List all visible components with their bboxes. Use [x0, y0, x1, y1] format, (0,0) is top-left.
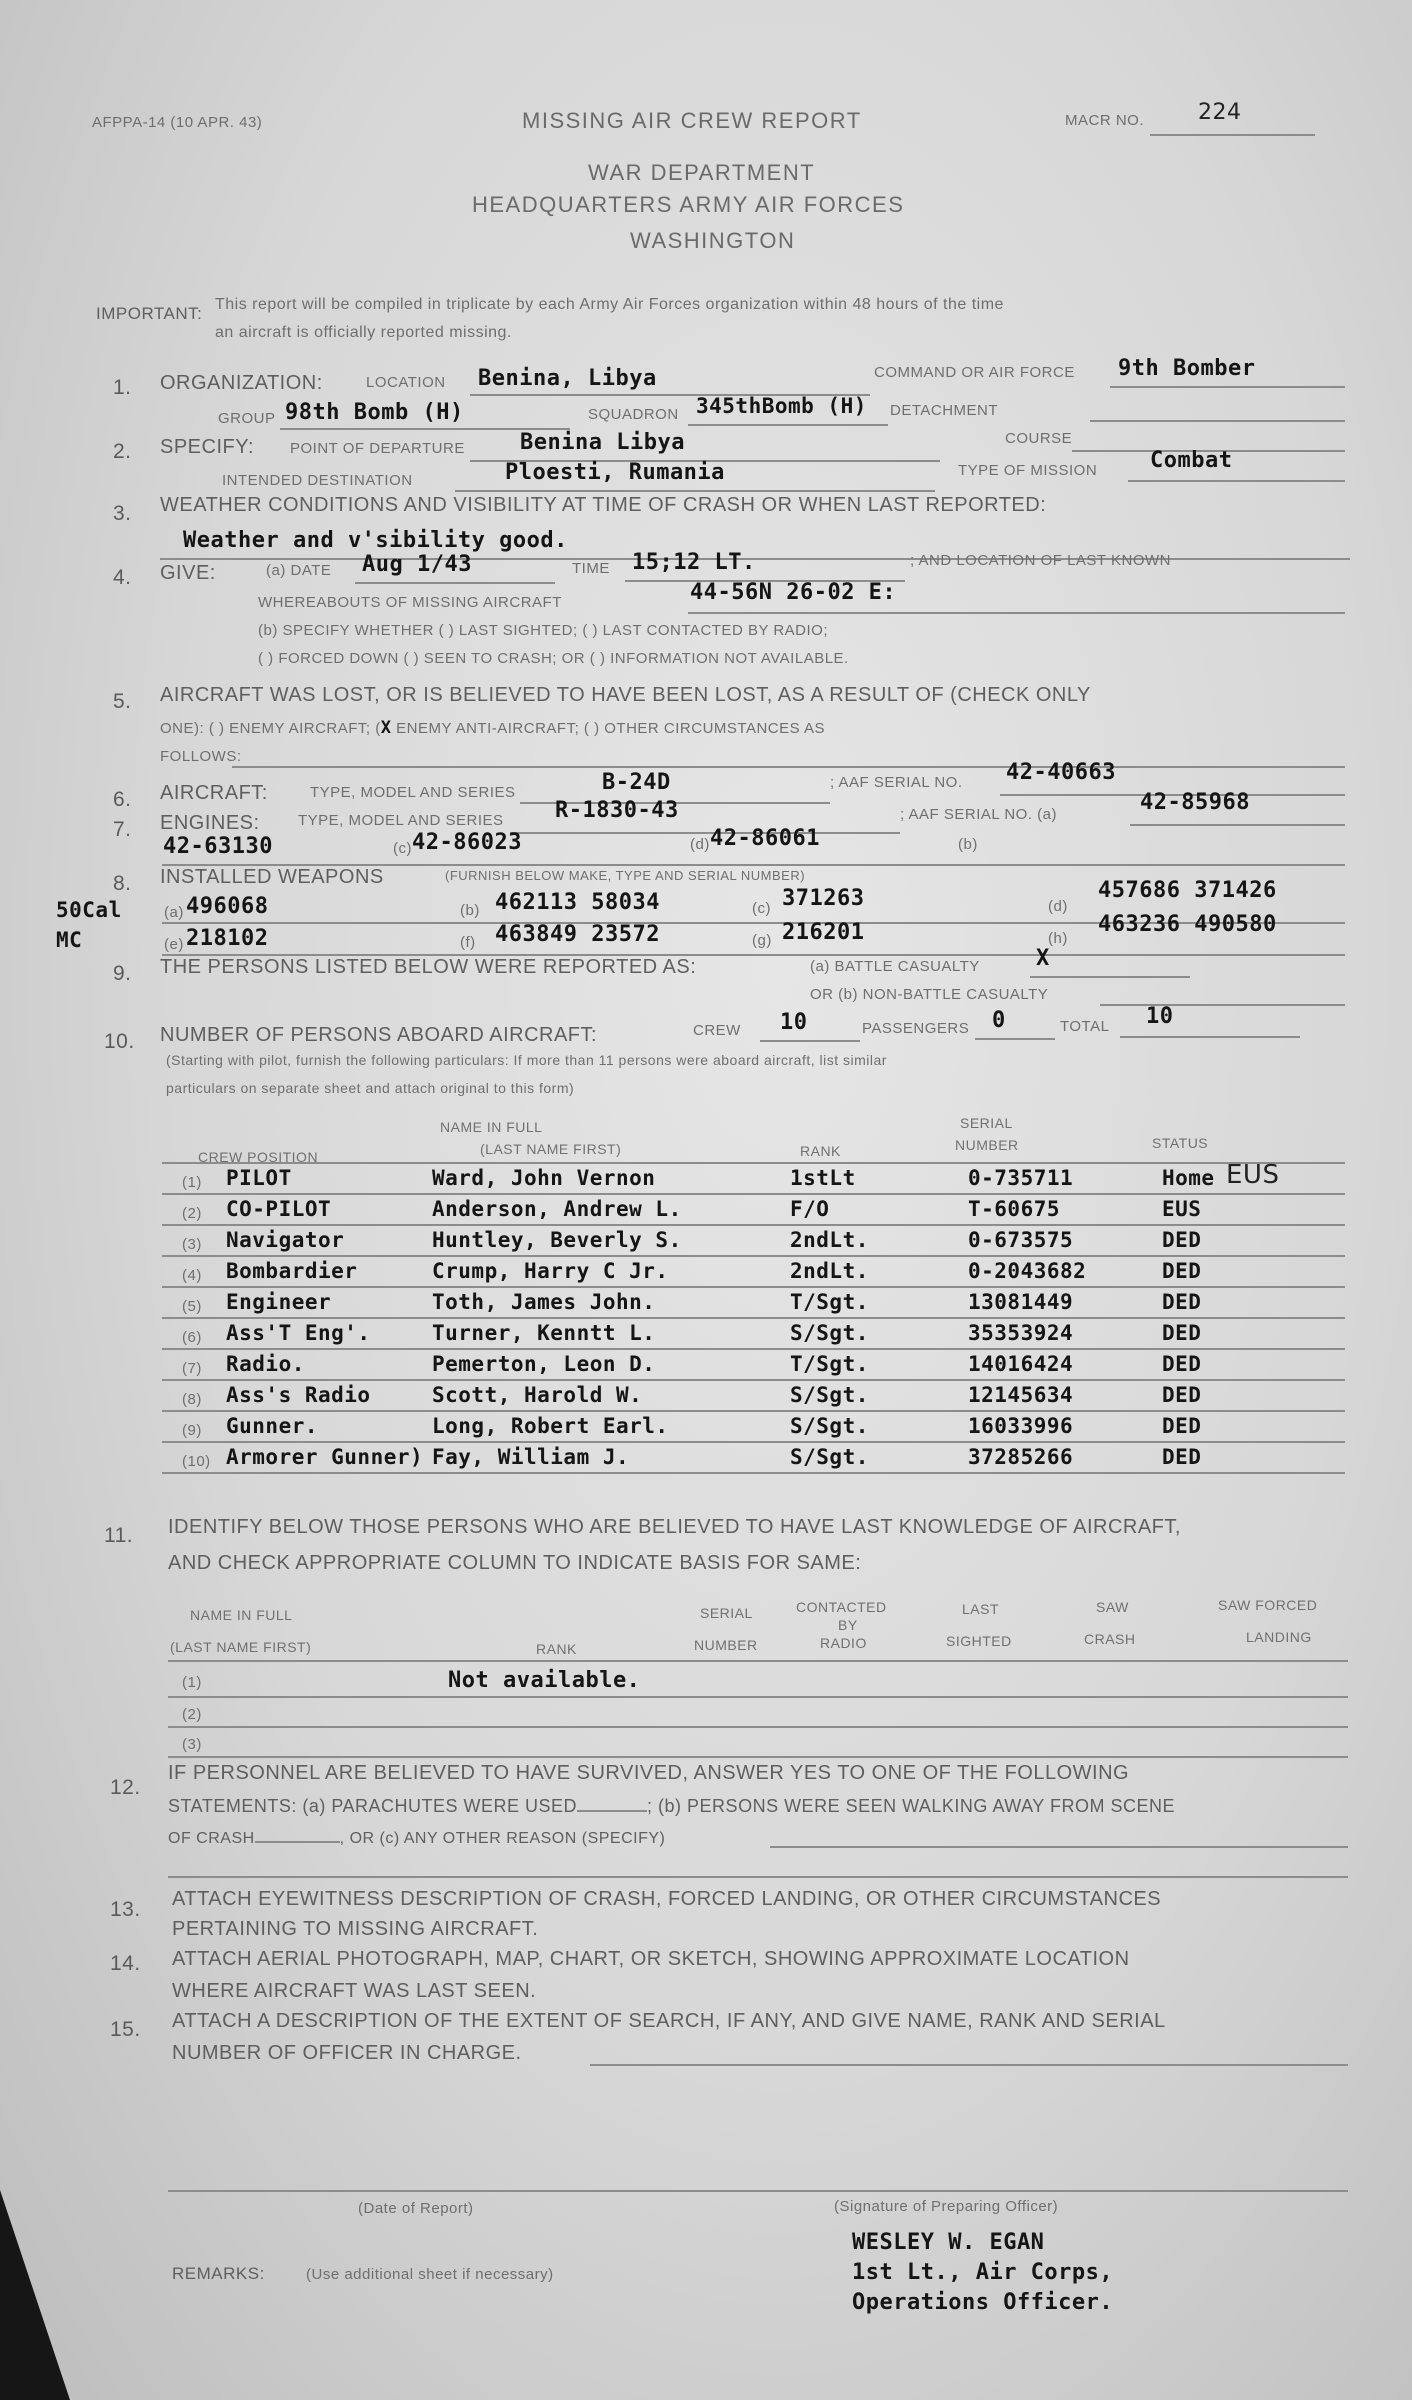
crew-row-serial: 0-673575	[968, 1228, 1074, 1252]
crew-row-serial: 13081449	[968, 1290, 1074, 1314]
crew-header-name1: NAME IN FULL	[440, 1119, 543, 1135]
s7-engine-type-value: R-1830-43	[555, 798, 679, 823]
s15-line2: NUMBER OF OFFICER IN CHARGE.	[172, 2042, 522, 2064]
s11-header-rank: RANK	[536, 1641, 577, 1657]
s8-weapon-e-value: 218102	[186, 926, 269, 951]
crew-row-status: DED	[1162, 1445, 1202, 1469]
s10-passengers-value: 0	[992, 1008, 1006, 1033]
crew-header-rank: RANK	[800, 1143, 841, 1159]
crew-row-line	[162, 1286, 1345, 1288]
s11-line2: AND CHECK APPROPRIATE COLUMN TO INDICATE BASIS FOR SAME:	[168, 1552, 862, 1574]
s12-line1: IF PERSONNEL ARE BELIEVED TO HAVE SURVIVED, ANSWER YES TO ONE OF THE FOLLOWING	[168, 1762, 1130, 1784]
crew-row-number: (9)	[182, 1422, 202, 1439]
crew-row-position: Engineer	[226, 1290, 332, 1314]
s12-line3: OF CRASH , OR (c) ANY OTHER REASON (SPECIFY)	[168, 1830, 666, 1847]
scan-edge-shadow	[0, 2190, 70, 2400]
s11-header-sighted1: LAST	[962, 1601, 1000, 1617]
s15-number: 15.	[110, 2018, 141, 2041]
crew-row-number: (3)	[182, 1236, 202, 1253]
crew-row-line	[162, 1410, 1345, 1412]
crew-row-rank: S/Sgt.	[790, 1383, 869, 1407]
s4-specify-line2: ( ) FORCED DOWN ( ) SEEN TO CRASH; OR ( ) INFORMATION NOT AVAILABLE.	[258, 650, 849, 667]
s11-line1: IDENTIFY BELOW THOSE PERSONS WHO ARE BELIEVED TO HAVE LAST KNOWLEDGE OF AIRCRAFT,	[168, 1516, 1181, 1538]
s13-line1: ATTACH EYEWITNESS DESCRIPTION OF CRASH, FORCED LANDING, OR OTHER CIRCUMSTANCES	[172, 1888, 1162, 1910]
s6-serial-value: 42-40663	[1006, 760, 1116, 785]
crew-row-name: Long, Robert Earl.	[432, 1414, 669, 1438]
crew-row-rank: S/Sgt.	[790, 1321, 869, 1345]
hq-line: HEADQUARTERS ARMY AIR FORCES	[472, 192, 905, 217]
crew-row-status: Home	[1162, 1166, 1215, 1190]
crew-row-status: EUS	[1162, 1197, 1202, 1221]
s11-header-crash2: CRASH	[1084, 1631, 1136, 1647]
s2-mission-value: Combat	[1150, 448, 1233, 473]
s8-c-label: (c)	[752, 900, 771, 917]
s8-b-label: (b)	[460, 902, 480, 919]
s10-label: NUMBER OF PERSONS ABOARD AIRCRAFT:	[160, 1024, 598, 1046]
s1-number: 1.	[113, 376, 132, 399]
crew-row-number: (5)	[182, 1298, 202, 1315]
crew-row-status: DED	[1162, 1352, 1202, 1376]
s10-passengers-label: PASSENGERS	[862, 1020, 970, 1037]
s7-serial-label: ; AAF SERIAL NO. (a)	[900, 806, 1057, 823]
s9-label: THE PERSONS LISTED BELOW WERE REPORTED AS:	[160, 956, 697, 978]
crew-row-position: Gunner.	[226, 1414, 319, 1438]
s7-engine-b-value: 42-63130	[163, 834, 273, 859]
s1-command-value: 9th Bomber	[1118, 356, 1256, 381]
s10-note-line2: particulars on separate sheet and attach original to this form)	[166, 1080, 575, 1096]
macr-line	[1150, 134, 1315, 136]
s14-number: 14.	[110, 1952, 141, 1975]
s5-line1: AIRCRAFT WAS LOST, OR IS BELIEVED TO HAVE BEEN LOST, AS A RESULT OF (CHECK ONLY	[160, 684, 1091, 706]
s2-number: 2.	[113, 440, 132, 463]
s7-engine-c-value: 42-86023	[412, 830, 522, 855]
s14-line1: ATTACH AERIAL PHOTOGRAPH, MAP, CHART, OR SKETCH, SHOWING APPROXIMATE LOCATION	[172, 1948, 1130, 1970]
macr-number: 224	[1198, 100, 1242, 125]
crew-row-serial: 12145634	[968, 1383, 1074, 1407]
s1-command-label: COMMAND OR AIR FORCE	[874, 364, 1075, 381]
crew-row-rank: S/Sgt.	[790, 1445, 869, 1469]
important-line1: This report will be compiled in triplicate by each Army Air Forces organization within 48 hours of the time	[215, 296, 1004, 313]
city-line: WASHINGTON	[630, 228, 796, 253]
s3-weather-value: Weather and v'sibility good.	[183, 528, 568, 553]
s11-header-contact1: CONTACTED	[796, 1599, 887, 1615]
s8-margin-mc: MC	[56, 928, 83, 952]
s7-number: 7.	[113, 818, 132, 841]
s12-number: 12.	[110, 1776, 141, 1799]
s8-weapon-h-value: 463236 490580	[1098, 912, 1277, 937]
crew-row-number: (1)	[182, 1174, 202, 1191]
crew-row-status: DED	[1162, 1383, 1202, 1407]
s6-type-label: TYPE, MODEL AND SERIES	[310, 784, 516, 801]
s7-engine-d-value: 42-86061	[710, 826, 820, 851]
s11-row1-number: (1)	[182, 1674, 202, 1691]
s4-number: 4.	[113, 566, 132, 589]
s5-number: 5.	[113, 690, 132, 713]
s13-number: 13.	[110, 1898, 141, 1921]
crew-header-status: STATUS	[1152, 1135, 1209, 1151]
important-line2: an aircraft is officially reported missing.	[215, 324, 512, 341]
crew-row-serial: 0-735711	[968, 1166, 1074, 1190]
s11-header-name2: (LAST NAME FIRST)	[170, 1639, 312, 1655]
s8-weapon-a-value: 496068	[186, 894, 269, 919]
signature-label: (Signature of Preparing Officer)	[834, 2198, 1059, 2215]
s4-date-value: Aug 1/43	[362, 552, 472, 577]
s3-number: 3.	[113, 502, 132, 525]
s12-line2: STATEMENTS: (a) PARACHUTES WERE USED ; (b) PERSONS WERE SEEN WALKING AWAY FROM SCENE	[168, 1796, 1175, 1816]
crew-row-rank: 2ndLt.	[790, 1228, 869, 1252]
crew-row-status: DED	[1162, 1290, 1202, 1314]
s3-label: WEATHER CONDITIONS AND VISIBILITY AT TIME OF CRASH OR WHEN LAST REPORTED:	[160, 494, 1047, 516]
s7-d-label: (d)	[690, 836, 710, 853]
s8-weapon-c-value: 371263	[782, 886, 865, 911]
form-number: AFPPA-14 (10 APR. 43)	[92, 114, 263, 131]
s11-header-sighted2: SIGHTED	[946, 1633, 1012, 1649]
s4-time-value: 15;12 LT.	[632, 550, 756, 575]
crew-row-status: DED	[1162, 1228, 1202, 1252]
officer-rank: 1st Lt., Air Corps,	[852, 2260, 1114, 2285]
s8-f-label: (f)	[460, 934, 476, 951]
s11-number: 11.	[104, 1524, 134, 1547]
crew-row-number: (2)	[182, 1205, 202, 1222]
s7-label: ENGINES:	[160, 812, 260, 834]
s2-departure-label: POINT OF DEPARTURE	[290, 440, 465, 457]
date-of-report-label: (Date of Report)	[358, 2200, 474, 2217]
s6-aircraft-type-value: B-24D	[602, 770, 671, 795]
s8-a-label: (a)	[164, 904, 184, 921]
s8-e-label: (e)	[164, 936, 184, 953]
s9-battle-mark: X	[1036, 946, 1050, 971]
s5-line2: ONE): ( ) ENEMY AIRCRAFT; (X ENEMY ANTI-AIRCRAFT; ( ) OTHER CIRCUMSTANCES AS	[160, 718, 825, 738]
s11-header-forced1: SAW FORCED	[1218, 1597, 1318, 1613]
crew-row-status: DED	[1162, 1321, 1202, 1345]
s7-type-label: TYPE, MODEL AND SERIES	[298, 812, 504, 829]
report-title: MISSING AIR CREW REPORT	[522, 108, 862, 133]
s8-d-label: (d)	[1048, 898, 1068, 915]
crew-row-position: Armorer Gunner)	[226, 1445, 424, 1469]
s13-line2: PERTAINING TO MISSING AIRCRAFT.	[172, 1918, 539, 1940]
s7-c-label: (c)	[393, 840, 412, 857]
s1-group-value: 98th Bomb (H)	[285, 400, 464, 425]
s8-weapon-d-value: 457686 371426	[1098, 878, 1277, 903]
department-line: WAR DEPARTMENT	[588, 160, 816, 185]
s10-total-value: 10	[1146, 1004, 1174, 1029]
crew-row-name: Toth, James John.	[432, 1290, 656, 1314]
crew-row-number: (10)	[182, 1453, 211, 1470]
crew-row-status-note: EUS	[1226, 1160, 1280, 1190]
s1-location-value: Benina, Libya	[478, 366, 657, 391]
crew-row-serial: T-60675	[968, 1197, 1061, 1221]
crew-row-name: Ward, John Vernon	[432, 1166, 656, 1190]
s1-squadron-label: SQUADRON	[588, 406, 679, 423]
s8-h-label: (h)	[1048, 930, 1068, 947]
s8-weapon-f-value: 463849 23572	[495, 922, 660, 947]
crew-row-status: DED	[1162, 1259, 1202, 1283]
crew-row-serial: 35353924	[968, 1321, 1074, 1345]
s2-destination-label: INTENDED DESTINATION	[222, 472, 413, 489]
s8-sub-label: (FURNISH BELOW MAKE, TYPE AND SERIAL NUMBER)	[445, 868, 806, 883]
s4-coordinates-value: 44-56N 26-02 E:	[690, 580, 897, 605]
s11-header-forced2: LANDING	[1246, 1629, 1312, 1645]
s6-number: 6.	[113, 788, 132, 811]
remarks-label: REMARKS:	[172, 2264, 265, 2283]
crew-row-rank: T/Sgt.	[790, 1290, 869, 1314]
crew-row-number: (6)	[182, 1329, 202, 1346]
s6-serial-label: ; AAF SERIAL NO.	[830, 774, 963, 791]
s11-row2-number: (2)	[182, 1706, 202, 1723]
crew-row-rank: T/Sgt.	[790, 1352, 869, 1376]
crew-header-serial1: SERIAL	[960, 1115, 1013, 1131]
officer-name: WESLEY W. EGAN	[852, 2230, 1045, 2255]
crew-row-position: Ass's Radio	[226, 1383, 371, 1407]
s8-g-label: (g)	[752, 932, 772, 949]
s4-whereabouts-label: WHEREABOUTS OF MISSING AIRCRAFT	[258, 594, 562, 611]
crew-row-rank: S/Sgt.	[790, 1414, 869, 1438]
s11-header-serial1: SERIAL	[700, 1605, 753, 1621]
s8-label: INSTALLED WEAPONS	[160, 866, 384, 888]
crew-row-name: Huntley, Beverly S.	[432, 1228, 682, 1252]
crew-row-line	[162, 1317, 1345, 1319]
s11-row3-number: (3)	[182, 1736, 202, 1753]
important-label: IMPORTANT:	[96, 304, 203, 323]
crew-row-position: PILOT	[226, 1166, 292, 1190]
crew-row-line	[162, 1193, 1345, 1195]
s6-label: AIRCRAFT:	[160, 782, 268, 804]
s15-line1: ATTACH A DESCRIPTION OF THE EXTENT OF SEARCH, IF ANY, AND GIVE NAME, RANK AND SERIAL	[172, 2010, 1166, 2032]
crew-row-line	[162, 1441, 1345, 1443]
s11-header-contact3: RADIO	[820, 1635, 867, 1651]
s5-antiaircraft-check: X	[380, 718, 392, 738]
s10-note-line1: (Starting with pilot, furnish the following particulars: If more than 11 persons were aboard aircraft, list similar	[166, 1052, 887, 1068]
s1-detachment-label: DETACHMENT	[890, 402, 999, 419]
crew-header-position: CREW POSITION	[198, 1149, 319, 1165]
crew-row-serial: 14016424	[968, 1352, 1074, 1376]
officer-title: Operations Officer.	[852, 2290, 1114, 2315]
s10-total-label: TOTAL	[1060, 1018, 1110, 1035]
crew-header-name2: (LAST NAME FIRST)	[480, 1141, 622, 1157]
s10-crew-value: 10	[780, 1010, 808, 1035]
crew-row-number: (8)	[182, 1391, 202, 1408]
s11-header-serial2: NUMBER	[694, 1637, 758, 1653]
s11-header-name1: NAME IN FULL	[190, 1607, 293, 1623]
s11-row1-value: Not available.	[448, 1668, 641, 1693]
s11-header-contact2: BY	[838, 1617, 858, 1633]
s14-line2: WHERE AIRCRAFT WAS LAST SEEN.	[172, 1980, 537, 2002]
s7-engine-a-value: 42-85968	[1140, 790, 1250, 815]
crew-row-position: Radio.	[226, 1352, 305, 1376]
s2-label: SPECIFY:	[160, 436, 255, 458]
s8-margin-caliber: 50Cal	[56, 898, 122, 922]
crew-row-name: Scott, Harold W.	[432, 1383, 643, 1407]
s2-departure-value: Benina Libya	[520, 430, 685, 455]
crew-row-serial: 0-2043682	[968, 1259, 1087, 1283]
crew-header-serial2: NUMBER	[955, 1137, 1019, 1153]
crew-row-line	[162, 1255, 1345, 1257]
crew-row-rank: 2ndLt.	[790, 1259, 869, 1283]
crew-row-name: Crump, Harry C Jr.	[432, 1259, 669, 1283]
s2-destination-value: Ploesti, Rumania	[505, 460, 725, 485]
s5-line3: FOLLOWS:	[160, 748, 242, 765]
crew-row-rank: F/O	[790, 1197, 830, 1221]
macr-label: MACR NO.	[1065, 112, 1144, 129]
s2-course-label: COURSE	[1005, 430, 1073, 447]
s2-mission-label: TYPE OF MISSION	[958, 462, 1098, 479]
s4-date-label: (a) DATE	[266, 562, 332, 579]
s10-number: 10.	[104, 1030, 135, 1053]
crew-row-number: (7)	[182, 1360, 202, 1377]
crew-row-line	[162, 1348, 1345, 1350]
s8-number: 8.	[113, 872, 132, 895]
s7-b-label: (b)	[958, 836, 978, 853]
crew-row-number: (4)	[182, 1267, 202, 1284]
s8-weapon-g-value: 216201	[782, 920, 865, 945]
crew-row-name: Anderson, Andrew L.	[432, 1197, 682, 1221]
crew-row-serial: 16033996	[968, 1414, 1074, 1438]
s9-number: 9.	[113, 962, 132, 985]
crew-row-line	[162, 1379, 1345, 1381]
s8-weapon-b-value: 462113 58034	[495, 890, 660, 915]
remarks-note: (Use additional sheet if necessary)	[306, 2266, 554, 2283]
crew-row-name: Turner, Kenntt L.	[432, 1321, 656, 1345]
s1-group-label: GROUP	[218, 410, 276, 427]
s4-label: GIVE:	[160, 562, 216, 584]
crew-row-name: Fay, William J.	[432, 1445, 630, 1469]
crew-row-position: Ass'T Eng'.	[226, 1321, 371, 1345]
crew-row-name: Pemerton, Leon D.	[432, 1352, 656, 1376]
crew-row-status: DED	[1162, 1414, 1202, 1438]
s1-squadron-value: 345thBomb (H)	[696, 394, 867, 418]
s10-crew-label: CREW	[693, 1022, 741, 1039]
crew-row-serial: 37285266	[968, 1445, 1074, 1469]
crew-row-position: Navigator	[226, 1228, 345, 1252]
s9-battle-label: (a) BATTLE CASUALTY	[810, 958, 980, 975]
s9-nonbattle-label: OR (b) NON-BATTLE CASUALTY	[810, 986, 1049, 1003]
s11-header-crash1: SAW	[1096, 1599, 1129, 1615]
s4-location-label: ; AND LOCATION OF LAST KNOWN	[910, 552, 1171, 569]
crew-row-position: CO-PILOT	[226, 1197, 332, 1221]
s1-location-label: LOCATION	[366, 374, 446, 391]
crew-row-position: Bombardier	[226, 1259, 358, 1283]
crew-row-line	[162, 1224, 1345, 1226]
s4-time-label: TIME	[572, 560, 610, 577]
crew-row-rank: 1stLt	[790, 1166, 856, 1190]
s1-label: ORGANIZATION:	[160, 372, 323, 394]
s4-specify-line1: (b) SPECIFY WHETHER ( ) LAST SIGHTED; ( ) LAST CONTACTED BY RADIO;	[258, 622, 829, 639]
crew-row-line	[162, 1472, 1345, 1474]
